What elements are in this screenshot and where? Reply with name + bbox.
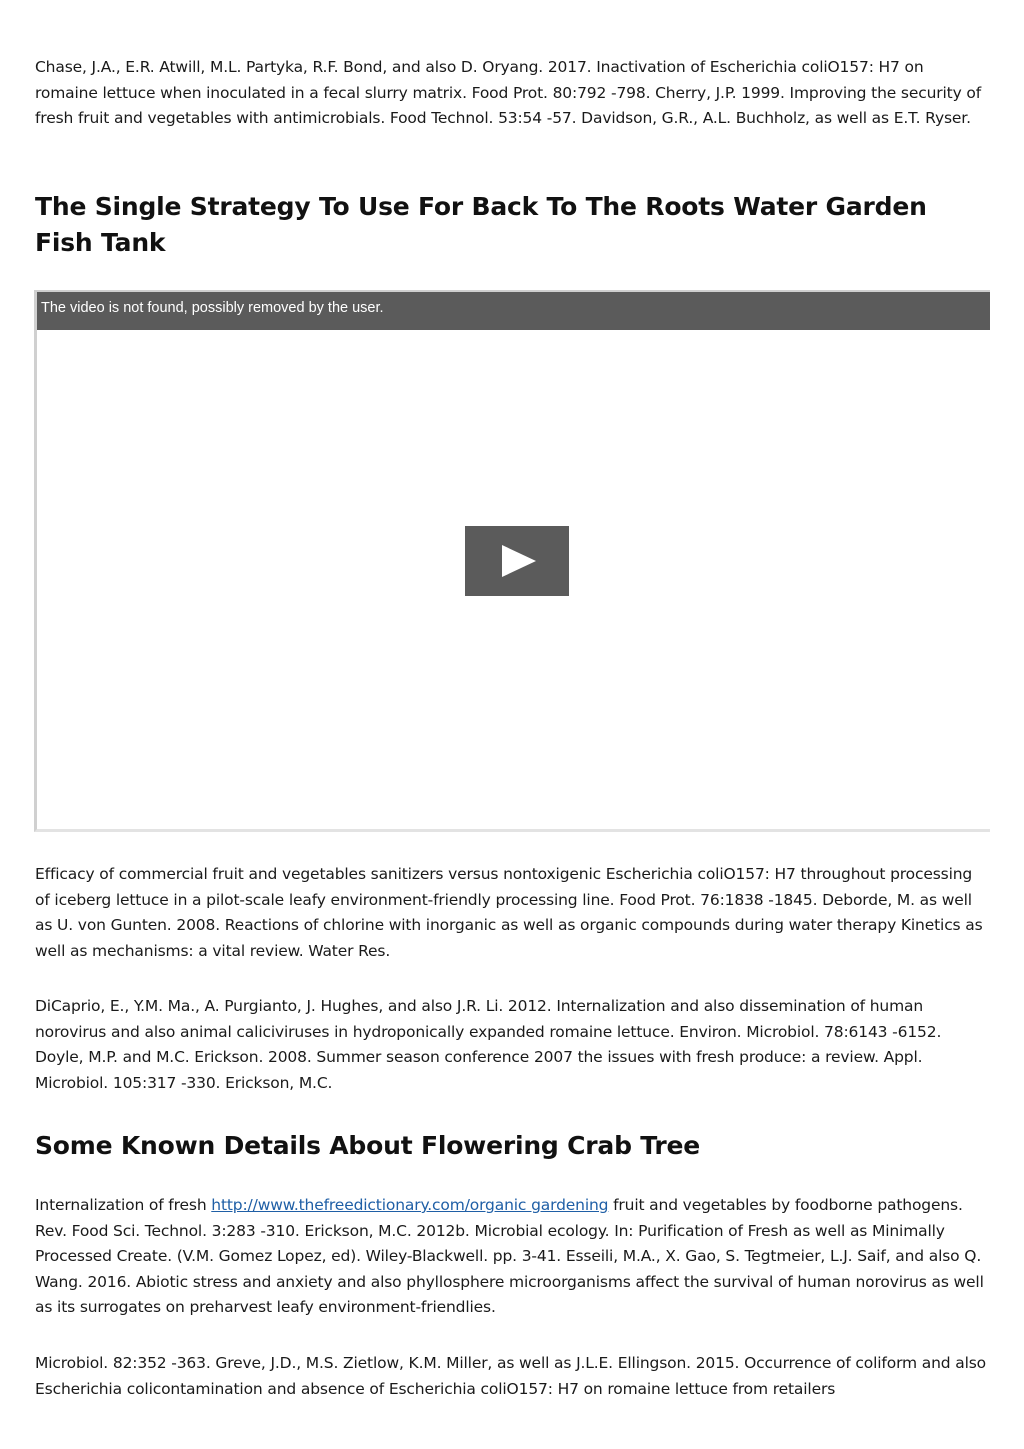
embedded-video-player[interactable] [34, 290, 990, 832]
play-icon [502, 545, 536, 577]
paragraph-4-text-end: fruit and vegetables by foodborne pathogens. Rev. Food Sci. Technol. 3:283 -310. Erickson, M.C. 2012b. Microbial ecology. In: Purification of Fresh as well as Minimally Processed Create. (V.M. Gomez Lopez, ed). Wiley-Blackwell. pp. 3-41. Esseili, M.A., X. Gao, S. Tegtmeier, L.J. Saif, and also Q. Wang. 2016. Abiotic stress and anxiety and also phyllosphere microorganisms affect the survival of human norovirus as well as its surrogates on preharvest leafy environment-friendlies. [35, 1196, 984, 1317]
play-button[interactable] [465, 526, 569, 596]
organic-gardening-link[interactable]: http://www.thefreedictionary.com/organic gardening [211, 1196, 609, 1214]
paragraph-5: Microbiol. 82:352 -363. Greve, J.D., M.S. Zietlow, K.M. Miller, as well as J.L.E. Ellingson. 2015. Occurrence of coliform and also Escherichia colicontamination and absence of Escherichia coliO157: H7 on romaine lettuce from retailers [35, 1354, 986, 1398]
video-title-bar [37, 292, 990, 330]
paragraph-4 [35, 1193, 990, 1321]
paragraph-1: Chase, J.A., E.R. Atwill, M.L. Partyka, R.F. Bond, and also D. Oryang. 2017. Inactivation of Escherichia coliO157: H7 on romaine lettuce when inoculated in a fecal slurry matrix. Food Prot. 80:792 -798. Cherry, J.P. 1999. Improving the security of fresh fruit and vegetables with antimicrobials. Food Technol. 53:54 -57. Davidson, G.R., A.L. Buchholz, as well as E.T. Ryser. [35, 58, 982, 128]
section-heading-2: Some Known Details About Flowering Crab Tree [35, 1131, 701, 1160]
video-not-found-message: The video is not found, possibly removed by the user. [41, 300, 384, 316]
section-heading-1: The Single Strategy To Use For Back To The Roots Water Garden Fish Tank [35, 192, 927, 257]
paragraph-4-text-start: Internalization of fresh [35, 1196, 212, 1214]
paragraph-3: DiCaprio, E., Y.M. Ma., A. Purgianto, J. Hughes, and also J.R. Li. 2012. Internalization and also dissemination of human norovirus and also animal caliciviruses in hydroponically expanded romaine lettuce. Environ. Microbiol. 78:6143 -6152. Doyle, M.P. and M.C. Erickson. 2008. Summer season conference 2007 the issues with fresh produce: a review. Appl. Microbiol. 105:317 -330. Erickson, M.C. [35, 997, 942, 1092]
paragraph-2: Efficacy of commercial fruit and vegetables sanitizers versus nontoxigenic Escherichia coliO157: H7 throughout processing of iceberg lettuce in a pilot-scale leafy environment-friendly processing line. Food Prot. 76:1838 -1845. Deborde, M. as well as U. von Gunten. 2008. Reactions of chlorine with inorganic as well as organic compounds during water therapy Kinetics as well as mechanisms: a vital review. Water Res. [35, 865, 983, 960]
